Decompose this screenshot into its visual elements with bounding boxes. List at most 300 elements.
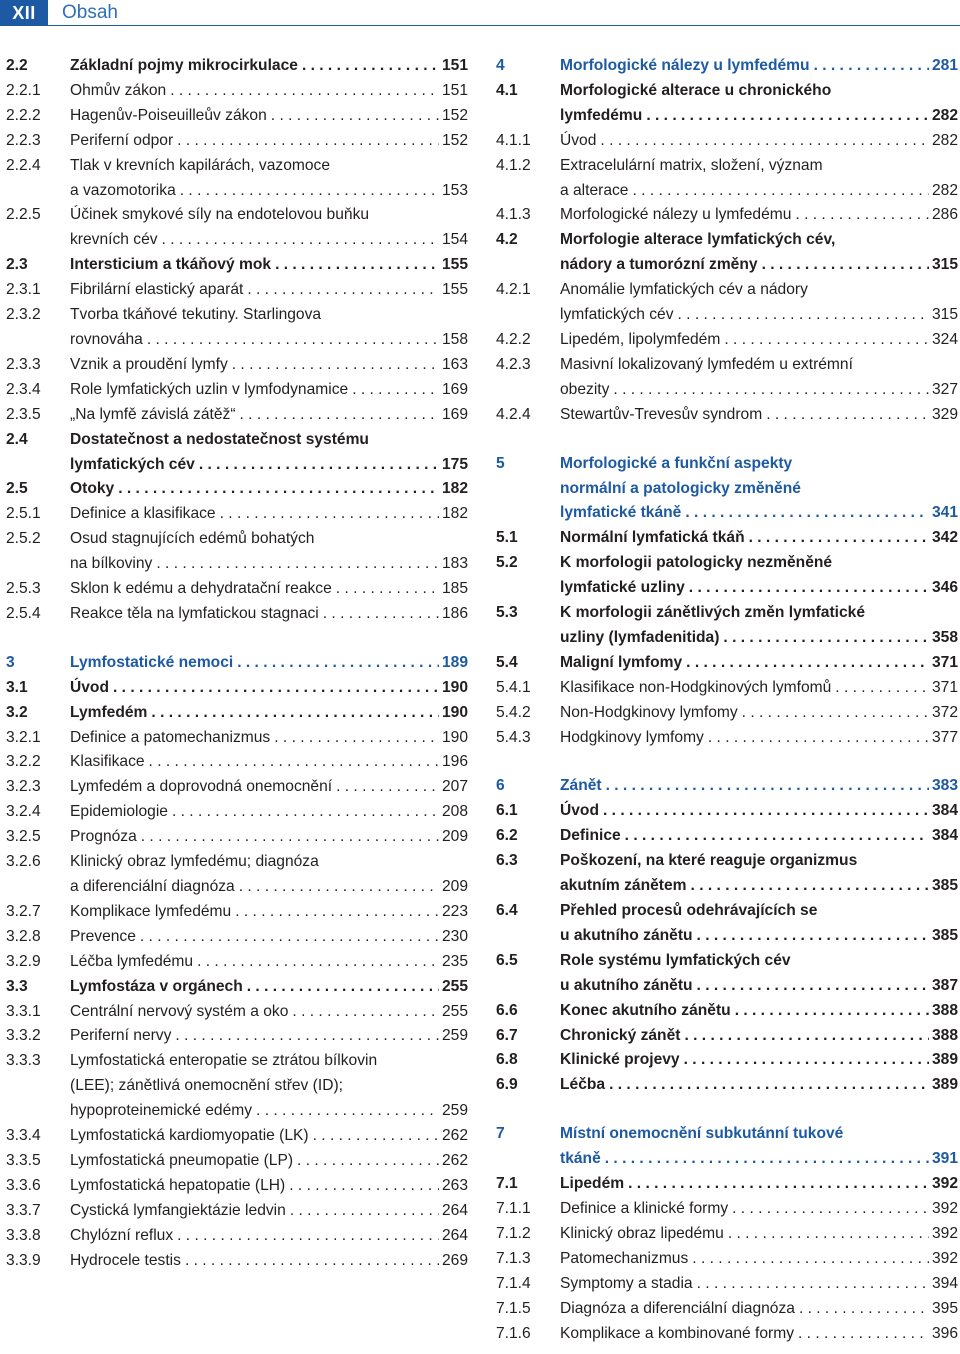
toc-entry[interactable] bbox=[6, 825, 468, 850]
dot-leader bbox=[309, 1124, 439, 1149]
toc-entry-page: 384 bbox=[931, 802, 958, 820]
dot-leader bbox=[602, 774, 929, 799]
toc-entry-body bbox=[560, 1172, 958, 1197]
toc-entry[interactable] bbox=[496, 949, 958, 999]
dot-leader bbox=[628, 179, 928, 204]
toc-entry-number: 2.3.1 bbox=[6, 281, 41, 299]
toc-entry[interactable] bbox=[496, 203, 958, 228]
dot-leader bbox=[171, 1024, 439, 1049]
toc-entry-page: 183 bbox=[441, 555, 468, 573]
toc-entry[interactable] bbox=[6, 1174, 468, 1199]
toc-entry-number: 3.2.8 bbox=[6, 927, 41, 945]
dot-leader bbox=[166, 79, 439, 104]
toc-entry[interactable] bbox=[496, 403, 958, 428]
toc-entry[interactable] bbox=[496, 824, 958, 849]
toc-entry-title-line: Klinický obraz lipedému bbox=[560, 1224, 724, 1242]
toc-entry-page: 371 bbox=[931, 653, 958, 671]
toc-entry-title-line: Lipedém bbox=[560, 1175, 625, 1193]
dot-leader bbox=[693, 1272, 929, 1297]
toc-entry-page: 395 bbox=[931, 1299, 958, 1317]
toc-entry-title-line: nádory a tumorózní změny bbox=[560, 256, 758, 274]
toc-entry[interactable] bbox=[496, 999, 958, 1024]
toc-entry-number: 6.6 bbox=[496, 1001, 518, 1019]
toc-entry-body bbox=[560, 54, 958, 79]
toc-entry-title-line: Komplikace lymfedému bbox=[70, 902, 232, 920]
toc-entry-body bbox=[70, 154, 468, 204]
toc-entry[interactable] bbox=[6, 203, 468, 253]
toc-entry-body bbox=[70, 577, 468, 602]
toc-entry-page: 153 bbox=[441, 181, 468, 199]
toc-entry[interactable] bbox=[6, 701, 468, 726]
toc-entry-title-line: Klasifikace bbox=[70, 753, 145, 771]
toc-entry-page: 388 bbox=[931, 1001, 958, 1019]
toc-entry-number: 2.5.3 bbox=[6, 580, 41, 598]
toc-entry-page: 383 bbox=[931, 777, 958, 795]
toc-entry-number: 2.5.1 bbox=[6, 505, 41, 523]
toc-entry-number: 5.1 bbox=[496, 529, 518, 547]
toc-entry-page: 190 bbox=[441, 703, 468, 721]
toc-entry[interactable] bbox=[496, 129, 958, 154]
toc-entry[interactable] bbox=[496, 1222, 958, 1247]
toc-entry-title-line: Role systému lymfatických cév bbox=[560, 951, 791, 969]
toc-entry-number: 6.8 bbox=[496, 1051, 518, 1069]
toc-entry-page: 315 bbox=[931, 306, 958, 324]
dot-leader bbox=[642, 104, 929, 129]
toc-entry-number: 3.3.6 bbox=[6, 1176, 41, 1194]
toc-entry-number: 3 bbox=[6, 653, 15, 671]
toc-entry[interactable] bbox=[496, 1073, 958, 1098]
toc-entry-title-line: lymfatické tkáně bbox=[560, 504, 682, 522]
toc-entry[interactable] bbox=[6, 527, 468, 577]
toc-entry[interactable] bbox=[6, 726, 468, 751]
toc-entry[interactable] bbox=[6, 1199, 468, 1224]
toc-entry[interactable] bbox=[496, 1247, 958, 1272]
toc-entry-body bbox=[560, 701, 958, 726]
toc-entry-title-line: Poškození, na které reaguje organizmus bbox=[560, 852, 858, 870]
toc-entry-number: 3.3.8 bbox=[6, 1226, 41, 1244]
toc-entry-title-line: Otoky bbox=[70, 480, 115, 498]
toc-entry[interactable] bbox=[496, 701, 958, 726]
toc-entry-body bbox=[560, 651, 958, 676]
toc-column-left bbox=[6, 54, 468, 1274]
toc-entry-body bbox=[70, 701, 468, 726]
dot-leader bbox=[731, 999, 929, 1024]
toc-entry-page: 264 bbox=[441, 1226, 468, 1244]
dot-leader bbox=[137, 825, 439, 850]
toc-entry-title-line: Morfologické a funkční aspekty bbox=[560, 454, 793, 472]
toc-entry-body bbox=[70, 278, 468, 303]
dot-leader bbox=[147, 701, 439, 726]
toc-entry-page: 235 bbox=[441, 952, 468, 970]
toc-entry-page: 262 bbox=[441, 1127, 468, 1145]
toc-entry-page: 152 bbox=[441, 106, 468, 124]
toc-entry-body bbox=[560, 726, 958, 751]
toc-entry-number: 7.1.6 bbox=[496, 1324, 531, 1342]
dot-leader bbox=[216, 502, 439, 527]
toc-entry-page: 223 bbox=[441, 902, 468, 920]
toc-entry-body bbox=[70, 502, 468, 527]
dot-leader bbox=[596, 129, 929, 154]
toc-entry-page: 377 bbox=[931, 728, 958, 746]
toc-entry-number: 3.3.7 bbox=[6, 1201, 41, 1219]
toc-entry[interactable] bbox=[496, 1024, 958, 1049]
toc-entry-title-line: Masivní lokalizovaný lymfedém u extrémní bbox=[560, 355, 853, 373]
toc-entry-title-line: Tvorba tkáňové tekutiny. Starlingova bbox=[70, 306, 322, 324]
toc-entry[interactable] bbox=[496, 1297, 958, 1322]
toc-entry-number: 5.4.1 bbox=[496, 678, 531, 696]
toc-entry[interactable] bbox=[6, 850, 468, 900]
toc-entry-page: 263 bbox=[441, 1176, 468, 1194]
toc-entry-page: 259 bbox=[441, 1102, 468, 1120]
toc-entry-body bbox=[560, 1272, 958, 1297]
toc-entry[interactable] bbox=[6, 303, 468, 353]
toc-entry[interactable] bbox=[496, 526, 958, 551]
toc-entry-title-line: Fibrilární elastický aparát bbox=[70, 281, 244, 299]
toc-entry-page: 208 bbox=[441, 803, 468, 821]
toc-entry[interactable] bbox=[6, 104, 468, 129]
toc-entry-body bbox=[560, 824, 958, 849]
toc-entry[interactable] bbox=[6, 676, 468, 701]
toc-entry[interactable] bbox=[6, 428, 468, 478]
toc-entry-title-line: Tlak v krevních kapilárách, vazomoce bbox=[70, 156, 330, 174]
toc-entry[interactable] bbox=[496, 54, 958, 79]
toc-entry[interactable] bbox=[6, 154, 468, 204]
toc-entry[interactable] bbox=[6, 1049, 468, 1124]
toc-entry[interactable] bbox=[6, 1249, 468, 1274]
toc-entry-body bbox=[70, 1000, 468, 1025]
toc-entry-title-line: tkáně bbox=[560, 1150, 601, 1168]
toc-entry-title-line: Hagenův-Poiseuilleův zákon bbox=[70, 106, 267, 124]
toc-entry-title-line: u akutního zánětu bbox=[560, 976, 693, 994]
toc-entry-title-line: a diferenciální diagnóza bbox=[70, 878, 235, 895]
dot-leader bbox=[674, 303, 929, 328]
toc-entry-page: 358 bbox=[931, 628, 958, 646]
toc-entry-number: 2.3.4 bbox=[6, 380, 41, 398]
toc-entry-page: 346 bbox=[931, 579, 958, 597]
toc-entry[interactable] bbox=[496, 849, 958, 899]
toc-entry-number: 2.3 bbox=[6, 256, 28, 274]
dot-leader bbox=[181, 1249, 439, 1274]
toc-entry[interactable] bbox=[6, 900, 468, 925]
toc-entry-page: 315 bbox=[931, 256, 958, 274]
toc-entry[interactable] bbox=[496, 799, 958, 824]
dot-leader bbox=[621, 824, 929, 849]
toc-entry-page: 169 bbox=[441, 405, 468, 423]
toc-entry-title-line: akutním zánětem bbox=[560, 877, 687, 895]
toc-entry-page: 392 bbox=[931, 1249, 958, 1267]
toc-entry-page: 207 bbox=[441, 778, 468, 796]
toc-entry[interactable] bbox=[6, 577, 468, 602]
toc-entry-title-line: Prevence bbox=[70, 927, 136, 945]
toc-entry-page: 186 bbox=[441, 604, 468, 622]
toc-entry[interactable] bbox=[6, 378, 468, 403]
toc-entry-number: 3.1 bbox=[6, 678, 28, 696]
toc-entry[interactable] bbox=[6, 775, 468, 800]
toc-entry-body bbox=[70, 1249, 468, 1274]
toc-entry-number: 4.2.1 bbox=[496, 281, 531, 299]
dot-leader bbox=[831, 676, 929, 701]
toc-entry-body bbox=[70, 353, 468, 378]
toc-entry-body bbox=[70, 1174, 468, 1199]
toc-entry-title-line: Epidemiologie bbox=[70, 803, 168, 821]
toc-entry[interactable] bbox=[496, 1048, 958, 1073]
toc-entry-page: 396 bbox=[931, 1324, 958, 1342]
dot-leader bbox=[681, 501, 929, 526]
toc-entry[interactable] bbox=[6, 800, 468, 825]
toc-entry-number: 2.5 bbox=[6, 480, 28, 498]
toc-entry[interactable] bbox=[496, 228, 958, 278]
toc-entry[interactable] bbox=[496, 1322, 958, 1347]
toc-entry-number: 2.3.5 bbox=[6, 405, 41, 423]
toc-entry-title-line: a alterace bbox=[560, 181, 629, 199]
dot-leader bbox=[145, 750, 439, 775]
toc-entry-title-line: hypoproteinemické edémy bbox=[70, 1102, 253, 1120]
dot-leader bbox=[271, 253, 439, 278]
toc-entry-page: 388 bbox=[931, 1026, 958, 1044]
toc-entry-body bbox=[70, 975, 468, 1000]
toc-entry-number: 4.1.2 bbox=[496, 156, 531, 174]
toc-entry-page: 255 bbox=[441, 1002, 468, 1020]
toc-entry-body bbox=[70, 1024, 468, 1049]
toc-entry[interactable] bbox=[6, 925, 468, 950]
dot-leader bbox=[704, 726, 929, 751]
toc-entry[interactable] bbox=[496, 726, 958, 751]
toc-entry-title-line: Přehled procesů odehrávajících se bbox=[560, 902, 818, 919]
toc-entry-body bbox=[70, 750, 468, 775]
toc-entry-page: 389 bbox=[931, 1076, 958, 1094]
toc-entry[interactable] bbox=[6, 950, 468, 975]
toc-entry-body bbox=[70, 1049, 468, 1124]
toc-entry-number: 7.1.2 bbox=[496, 1224, 531, 1242]
toc-entry-number: 7.1.1 bbox=[496, 1199, 531, 1217]
toc-entry-body bbox=[70, 378, 468, 403]
toc-entry[interactable] bbox=[496, 1172, 958, 1197]
toc-entry-title-line: Morfologické alterace u chronického bbox=[560, 81, 832, 99]
toc-entry-number: 3.2.3 bbox=[6, 778, 41, 796]
toc-entry[interactable] bbox=[496, 899, 958, 949]
toc-entry[interactable] bbox=[496, 1197, 958, 1222]
toc-entry-title-line: u akutního zánětu bbox=[560, 926, 693, 944]
toc-entry-body bbox=[560, 452, 958, 527]
toc-entry-title-line: krevních cév bbox=[70, 231, 158, 249]
toc-entry-title-line: lymfatické uzliny bbox=[560, 579, 685, 597]
toc-entry-body bbox=[70, 900, 468, 925]
toc-entry[interactable] bbox=[6, 1224, 468, 1249]
toc-entry[interactable] bbox=[6, 1000, 468, 1025]
toc-entry-body bbox=[70, 428, 468, 478]
toc-entry-page: 327 bbox=[931, 380, 958, 398]
toc-entry-number: 3.3.3 bbox=[6, 1052, 41, 1070]
toc-entry-body bbox=[70, 104, 468, 129]
toc-entry-title-line: Komplikace a kombinované formy bbox=[560, 1324, 795, 1342]
toc-entry-title-line: na bílkoviny bbox=[70, 555, 153, 573]
toc-entry-title-line: Lymfostatická hepatopatie (LH) bbox=[70, 1176, 286, 1194]
toc-entry-title-line: Místní onemocnění subkutánní tukové bbox=[560, 1125, 844, 1143]
dot-leader bbox=[738, 701, 929, 726]
toc-entry-number: 4.2.4 bbox=[496, 405, 531, 423]
dot-leader bbox=[193, 950, 439, 975]
dot-leader bbox=[173, 129, 439, 154]
dot-leader bbox=[298, 54, 439, 79]
toc-entry-page: 151 bbox=[441, 81, 468, 99]
toc-entry-page: 282 bbox=[931, 181, 958, 199]
dot-leader bbox=[176, 179, 439, 204]
dot-leader bbox=[758, 253, 929, 278]
toc-entry[interactable] bbox=[6, 1024, 468, 1049]
toc-entry-page: 371 bbox=[931, 678, 958, 696]
toc-entry-title-line: Lymfostatická pneumopatie (LP) bbox=[70, 1151, 294, 1169]
toc-entry-title-line: Léčba bbox=[560, 1076, 606, 1094]
toc-entry[interactable] bbox=[496, 1272, 958, 1297]
toc-entry-title-line: Úvod bbox=[560, 131, 597, 149]
toc-entry-number: 5.4 bbox=[496, 653, 518, 671]
toc-entry-number: 5.2 bbox=[496, 554, 518, 572]
toc-entry[interactable] bbox=[496, 154, 958, 204]
dot-leader bbox=[693, 924, 929, 949]
toc-entry-title-line: Stewartův-Trevesův syndrom bbox=[560, 405, 763, 423]
toc-entry[interactable] bbox=[6, 477, 468, 502]
toc-entry-title-line: obezity bbox=[560, 380, 610, 398]
toc-entry-title-line: normální a patologicky změněné bbox=[560, 479, 801, 497]
toc-entry-body bbox=[70, 602, 468, 627]
toc-entry-body bbox=[560, 1122, 958, 1172]
toc-entry-body bbox=[70, 54, 468, 79]
toc-entry-body bbox=[560, 526, 958, 551]
toc-entry[interactable] bbox=[6, 651, 468, 676]
toc-entry-number: 3.2.9 bbox=[6, 952, 41, 970]
toc-entry[interactable] bbox=[6, 129, 468, 154]
toc-entry[interactable] bbox=[6, 975, 468, 1000]
toc-entry[interactable] bbox=[6, 278, 468, 303]
toc-entry[interactable] bbox=[6, 502, 468, 527]
toc-entry[interactable] bbox=[496, 774, 958, 799]
toc-entry-body bbox=[70, 403, 468, 428]
toc-entry-title-line: Hydrocele testis bbox=[70, 1251, 181, 1269]
dot-leader bbox=[728, 1197, 929, 1222]
toc-entry-title-line: Maligní lymfomy bbox=[560, 653, 683, 671]
toc-entry-number: 4.2.3 bbox=[496, 355, 531, 373]
toc-entry-page: 182 bbox=[441, 505, 468, 523]
toc-entry-number: 3.2.4 bbox=[6, 803, 41, 821]
dot-leader bbox=[288, 1000, 439, 1025]
toc-entry-number: 3.3.5 bbox=[6, 1151, 41, 1169]
toc-entry-title-line: Definice a klasifikace bbox=[70, 505, 216, 523]
dot-leader bbox=[285, 1174, 439, 1199]
toc-entry-page: 169 bbox=[441, 380, 468, 398]
toc-entry-page: 230 bbox=[441, 927, 468, 945]
dot-leader bbox=[688, 1247, 929, 1272]
toc-entry-number: 3.3.4 bbox=[6, 1127, 41, 1145]
toc-entry-title-line: Lymfedém a doprovodná onemocnění bbox=[70, 778, 333, 796]
toc-entry[interactable] bbox=[496, 551, 958, 601]
toc-entry-body bbox=[70, 651, 468, 676]
toc-entry-title-line: Lymfedém bbox=[70, 703, 148, 721]
toc-entry-body bbox=[560, 799, 958, 824]
dot-leader bbox=[794, 1322, 929, 1347]
toc-entry[interactable] bbox=[6, 750, 468, 775]
dot-leader bbox=[243, 278, 439, 303]
toc-entry-page: 163 bbox=[441, 355, 468, 373]
toc-entry-page: 342 bbox=[931, 529, 958, 547]
toc-entry[interactable] bbox=[496, 601, 958, 651]
dot-leader bbox=[332, 577, 439, 602]
dot-leader bbox=[143, 328, 439, 353]
dot-leader bbox=[680, 1024, 929, 1049]
toc-entry[interactable] bbox=[496, 278, 958, 328]
toc-entry[interactable] bbox=[6, 602, 468, 627]
toc-entry[interactable] bbox=[6, 253, 468, 278]
toc-entry-title-line: Vznik a proudění lymfy bbox=[70, 355, 228, 373]
toc-entry-title-line: Morfologické nálezy u lymfedému bbox=[560, 57, 810, 74]
toc-entry-number: 7.1.3 bbox=[496, 1249, 531, 1267]
toc-entry-page: 155 bbox=[441, 281, 468, 299]
dot-leader bbox=[685, 576, 929, 601]
toc-entry-page: 392 bbox=[931, 1175, 958, 1193]
toc-entry-number: 6.1 bbox=[496, 802, 518, 820]
toc-entry[interactable] bbox=[496, 452, 958, 527]
toc-entry[interactable] bbox=[496, 353, 958, 403]
toc-entry-number: 3.2 bbox=[6, 703, 28, 721]
toc-entry-body bbox=[70, 1149, 468, 1174]
toc-entry-title-line: Extracelulární matrix, složení, význam bbox=[560, 156, 823, 174]
toc-entry-page: 151 bbox=[441, 57, 468, 74]
toc-entry-body bbox=[70, 203, 468, 253]
toc-entry-page: 264 bbox=[441, 1201, 468, 1219]
toc-entry-number: 4.1.3 bbox=[496, 206, 531, 224]
toc-entry[interactable] bbox=[6, 54, 468, 79]
toc-entry-number: 3.2.1 bbox=[6, 728, 41, 746]
toc-entry-title-line: Dostatečnost a nedostatečnost systému bbox=[70, 430, 369, 448]
dot-leader bbox=[687, 874, 929, 899]
dot-leader bbox=[319, 602, 439, 627]
dot-leader bbox=[293, 1149, 439, 1174]
dot-leader bbox=[745, 526, 929, 551]
dot-leader bbox=[609, 378, 929, 403]
toc-entry-page: 391 bbox=[931, 1150, 958, 1168]
toc-entry[interactable] bbox=[6, 403, 468, 428]
toc-entry-number: 2.2.4 bbox=[6, 156, 41, 174]
toc-entry-title-line: (LEE); zánětlivá onemocnění střev (ID); bbox=[70, 1077, 343, 1095]
toc-entry-number: 7.1.4 bbox=[496, 1274, 531, 1292]
toc-entry[interactable] bbox=[6, 1149, 468, 1174]
toc-entry-number: 3.3.2 bbox=[6, 1027, 41, 1045]
toc-entry[interactable] bbox=[496, 1122, 958, 1172]
toc-entry[interactable] bbox=[6, 79, 468, 104]
toc-entry[interactable] bbox=[496, 328, 958, 353]
toc-entry-number: 3.2.2 bbox=[6, 753, 41, 771]
toc-entry[interactable] bbox=[6, 1124, 468, 1149]
toc-entry-page: 154 bbox=[441, 231, 468, 249]
toc-entry-title-line: Chylózní reflux bbox=[70, 1226, 174, 1244]
toc-entry-title-line: Intersticium a tkáňový mok bbox=[70, 256, 272, 274]
toc-entry-page: 262 bbox=[441, 1151, 468, 1169]
toc-entry-body bbox=[70, 925, 468, 950]
toc-entry-number: 2.3.2 bbox=[6, 306, 41, 324]
toc-entry-body bbox=[560, 278, 958, 328]
toc-entry[interactable] bbox=[6, 353, 468, 378]
toc-entry[interactable] bbox=[496, 79, 958, 129]
dot-leader bbox=[795, 1297, 929, 1322]
toc-entry-page: 209 bbox=[441, 828, 468, 846]
toc-entry-title-line: Klinické projevy bbox=[560, 1051, 680, 1069]
toc-entry-title-line: Účinek smykové síly na endotelovou buňku bbox=[70, 206, 370, 224]
toc-entry-number: 2.2.3 bbox=[6, 131, 41, 149]
toc-entry[interactable] bbox=[496, 676, 958, 701]
toc-column-right bbox=[496, 54, 958, 1346]
toc-entry-page: 281 bbox=[931, 57, 958, 74]
toc-entry[interactable] bbox=[496, 651, 958, 676]
toc-entry-body bbox=[70, 253, 468, 278]
